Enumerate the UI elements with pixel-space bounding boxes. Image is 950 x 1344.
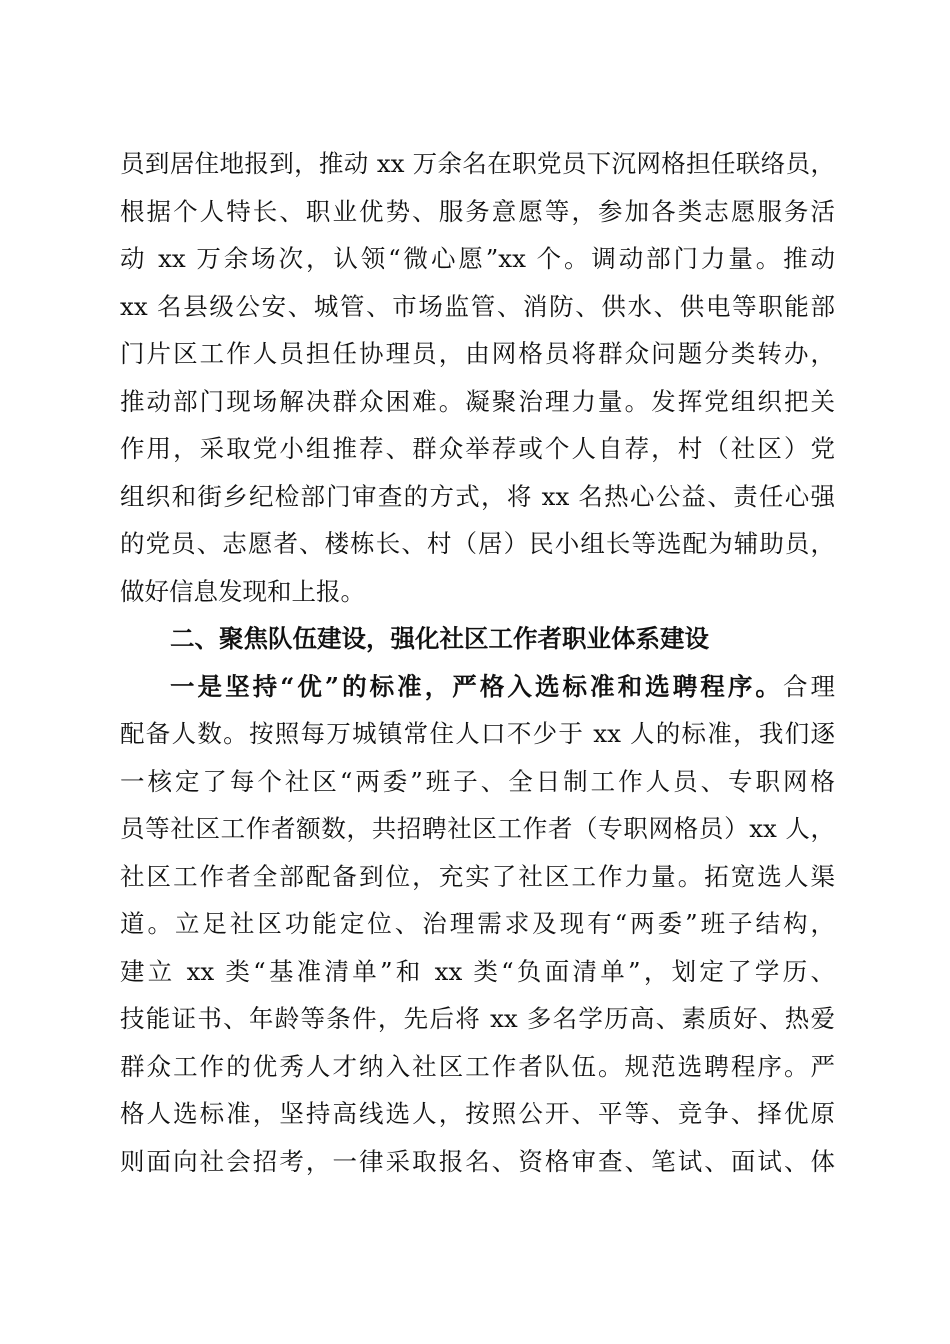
paragraph-line: 技能证书、年龄等条件，先后将 xx 多名学历高、素质好、热爱 — [120, 1004, 835, 1033]
paragraph-first-rest: 合理 — [782, 671, 836, 701]
paragraph-line: 配备人数。按照每万城镇常住人口不少于 xx 人的标准，我们逐 — [120, 719, 835, 748]
paragraph-line: 的党员、志愿者、楼栋长、村（居）民小组长等选配为辅助员， — [120, 529, 835, 558]
paragraph-line: 做好信息发现和上报。 — [120, 576, 365, 606]
paragraph-line: 员到居住地报到，推动 xx 万余名在职党员下沉网格担任联络员， — [120, 149, 835, 178]
paragraph-line: 格人选标准，坚持高线选人，按照公开、平等、竞争、择优原 — [120, 1099, 835, 1128]
paragraph-line: 则面向社会招考，一律采取报名、资格审查、笔试、面试、体 — [120, 1146, 835, 1176]
paragraph-line: 社区工作者全部配备到位，充实了社区工作力量。拓宽选人渠 — [120, 861, 835, 891]
paragraph-line: 动 xx 万余场次，认领“微心愿”xx 个。调动部门力量。推动 — [120, 244, 835, 273]
section-heading: 二、聚焦队伍建设，强化社区工作者职业体系建设 — [170, 624, 709, 653]
paragraph-line: 建立 xx 类“基准清单”和 xx 类“负面清单”，划定了学历、 — [120, 956, 835, 986]
paragraph-lead: 一是坚持“优”的标准，严格入选标准和选聘程序。 — [170, 671, 783, 701]
paragraph-first-line — [120, 663, 835, 711]
paragraph-line: 一核定了每个社区“两委”班子、全日制工作人员、专职网格 — [120, 766, 835, 796]
paragraph-line: xx 名县级公安、城管、市场监管、消防、供水、供电等职能部 — [120, 291, 835, 321]
paragraph-line: 推动部门现场解决群众困难。凝聚治理力量。发挥党组织把关 — [120, 386, 835, 416]
paragraph-line: 根据个人特长、职业优势、服务意愿等，参加各类志愿服务活 — [120, 196, 835, 226]
paragraph-line: 组织和街乡纪检部门审查的方式，将 xx 名热心公益、责任心强 — [120, 481, 835, 511]
document-body — [120, 140, 835, 1185]
paragraph-line: 道。立足社区功能定位、治理需求及现有“两委”班子结构， — [120, 909, 835, 938]
paragraph-line: 员等社区工作者额数，共招聘社区工作者（专职网格员）xx 人， — [120, 814, 835, 843]
paragraph-line: 作用，采取党小组推荐、群众举荐或个人自荐，村（社区）党 — [120, 434, 835, 463]
paragraph-line: 门片区工作人员担任协理员，由网格员将群众问题分类转办， — [120, 339, 835, 368]
paragraph-line: 群众工作的优秀人才纳入社区工作者队伍。规范选聘程序。严 — [120, 1051, 835, 1081]
